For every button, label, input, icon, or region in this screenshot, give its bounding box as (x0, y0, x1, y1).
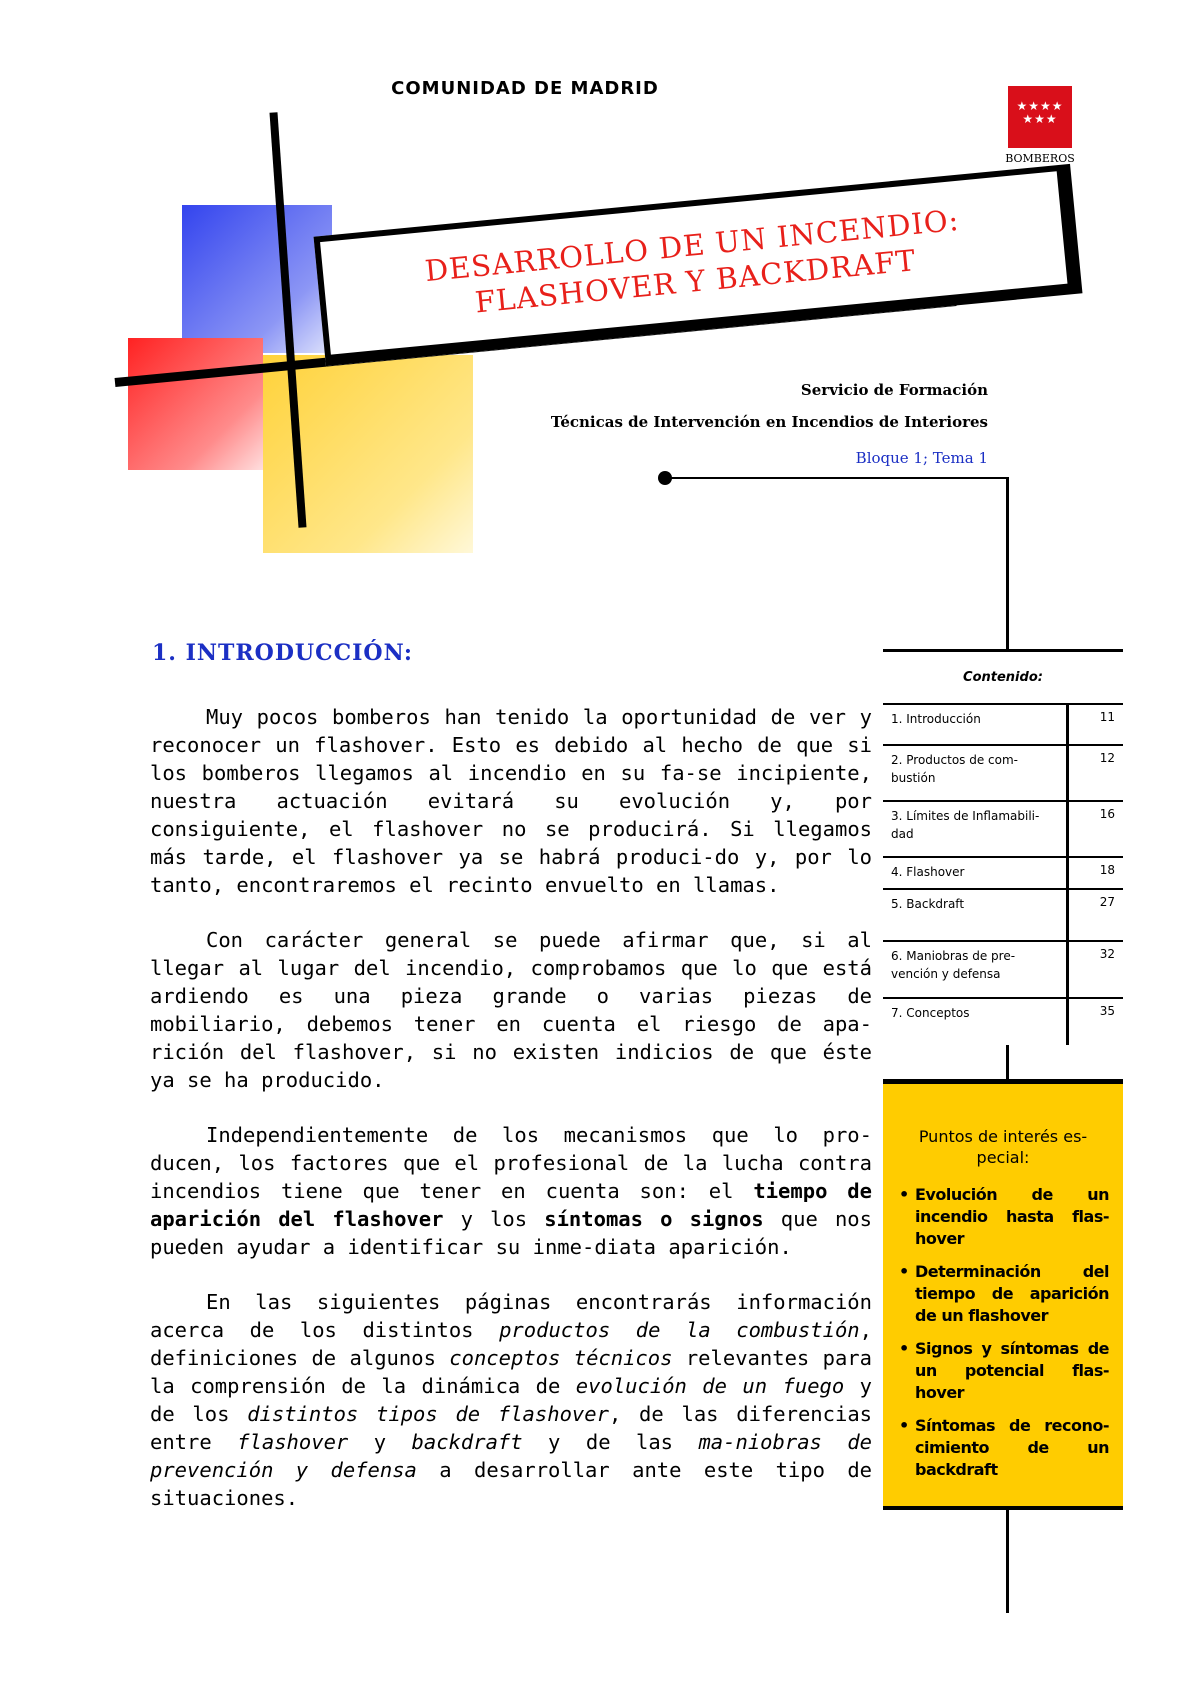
toc-label: 7. Conceptos (891, 1006, 970, 1020)
toc-label: 1. Introducción (891, 712, 981, 726)
highlight-item: • Signos y síntomas de un potencial flas-hover (899, 1338, 1109, 1404)
toc-page: 12 (1099, 751, 1115, 765)
comunidad-madrid-logo (1008, 86, 1072, 148)
document-title: DESARROLLO DE UN INCENDIO: FLASHOVER Y BACKDRAFT (423, 202, 961, 319)
decorative-blue-square (182, 205, 332, 353)
course-name: Técnicas de Intervención en Incendios de Interiores (550, 413, 988, 431)
connector-line (1006, 477, 1009, 649)
toc-label: 6. Maniobras de pre-vención y defensa (891, 949, 1016, 981)
decorative-red-square (128, 338, 263, 470)
highlight-item: • Determinación del tiempo de aparición de un flashover (899, 1261, 1109, 1327)
block-label: Bloque 1; Tema 1 (855, 449, 988, 467)
highlight-item: • Evolución de un incendio hasta flas-hover (899, 1184, 1109, 1250)
paragraph: Con carácter general se puede afirmar que, si al llegar al lugar del incendio, comprobamos que lo que está ardiendo es una pieza grande o varias piezas de mobiliario, debemos tener en cuenta el riesgo de apa-rición del flashover, si no existen indicios de que éste ya se ha producido. (150, 928, 872, 1092)
toc-label: 2. Productos de com-bustión (891, 753, 1019, 785)
emphasis-bold: tiempo de aparición del flashover (150, 1179, 872, 1231)
org-name: COMUNIDAD DE MADRID (391, 78, 659, 99)
emphasis-italic: evolución de un fuego (575, 1374, 845, 1398)
text-span: Independientemente de los mecanismos que lo pro-ducen, los factores que el profesional de la lucha contra incendios tiene que tener en cuenta son: el (150, 1123, 872, 1203)
toc-page: 11 (1099, 710, 1115, 724)
connector-line (1006, 1510, 1009, 1613)
emphasis-italic: distintos tipos de flashover (247, 1402, 609, 1426)
highlights-box (883, 1084, 1123, 1510)
text-span: y de las (522, 1430, 699, 1454)
text-span: y (348, 1430, 412, 1454)
body-text (150, 703, 872, 1539)
toc-row (883, 800, 1123, 856)
text-span: que nos pueden ayudar a identificar su inme-diata aparición. (150, 1207, 872, 1259)
section-title: 1. INTRODUCCIÓN: (152, 640, 414, 666)
text-span: , definiciones de algunos (150, 1318, 872, 1370)
toc-page: 32 (1099, 947, 1115, 961)
paragraph (150, 1288, 872, 1512)
contents-top-rule (883, 649, 1123, 652)
highlights-list (899, 1184, 1109, 1492)
toc-page: 18 (1099, 863, 1115, 877)
text-span: y de los (150, 1374, 873, 1426)
toc-page: 27 (1099, 895, 1115, 909)
text-span: a desarrollar ante este tipo de situaciones. (150, 1458, 873, 1510)
emphasis-italic: ma-niobras de prevención y defensa (150, 1430, 873, 1482)
toc-row (883, 888, 1123, 940)
text-span: relevantes para la comprensión de la dinámica de (150, 1346, 872, 1398)
toc-row (883, 856, 1123, 888)
highlights-title: Puntos de interés es-pecial: (918, 1127, 1088, 1167)
paragraph (150, 1121, 872, 1261)
text-span: , de las diferencias entre (150, 1402, 872, 1454)
contents-title: Contenido: (963, 670, 1043, 685)
connector-line (668, 477, 1008, 479)
toc-column-divider (1066, 703, 1069, 1045)
toc-page: 16 (1099, 807, 1115, 821)
paragraph: Muy pocos bomberos han tenido la oportunidad de ver y reconocer un flashover. Esto es debido al hecho de que si los bomberos llegamos al incendio en su fa-se incipiente, nuestra actuación evitará su evolución y, por consiguiente, el flashover no se producirá. Si llegamos más tarde, el flashover ya se habrá produci-do y, por lo tanto, encontraremos el recinto envuelto en llamas. (150, 705, 872, 897)
emphasis-italic: backdraft (411, 1430, 523, 1454)
service-name: Servicio de Formación (800, 381, 988, 399)
emphasis-bold: síntomas o signos (544, 1207, 764, 1231)
toc-page: 35 (1099, 1004, 1115, 1018)
text-span: y los (443, 1207, 545, 1231)
emphasis-italic: productos de la combustión (499, 1318, 860, 1342)
toc-row (883, 997, 1123, 1045)
toc-row (883, 744, 1123, 800)
highlight-item: • Síntomas de recono-cimiento de un backdraft (899, 1415, 1109, 1481)
text-span: En las siguientes páginas encontrarás información acerca de los distintos (150, 1290, 872, 1342)
connector-line (1006, 1045, 1009, 1079)
emphasis-italic: flashover (237, 1430, 349, 1454)
toc-row (883, 703, 1123, 744)
toc-label: 4. Flashover (891, 865, 965, 879)
toc-row (883, 940, 1123, 997)
emphasis-italic: conceptos técnicos (449, 1346, 673, 1370)
title-box (314, 164, 1083, 366)
logo-stars-icon: ★★★★ ★★★ (1016, 99, 1064, 126)
toc-label: 5. Backdraft (891, 897, 965, 911)
toc-label: 3. Límites de Inflamabili-dad (891, 809, 1040, 841)
logo-caption: BOMBEROS (1005, 152, 1075, 165)
